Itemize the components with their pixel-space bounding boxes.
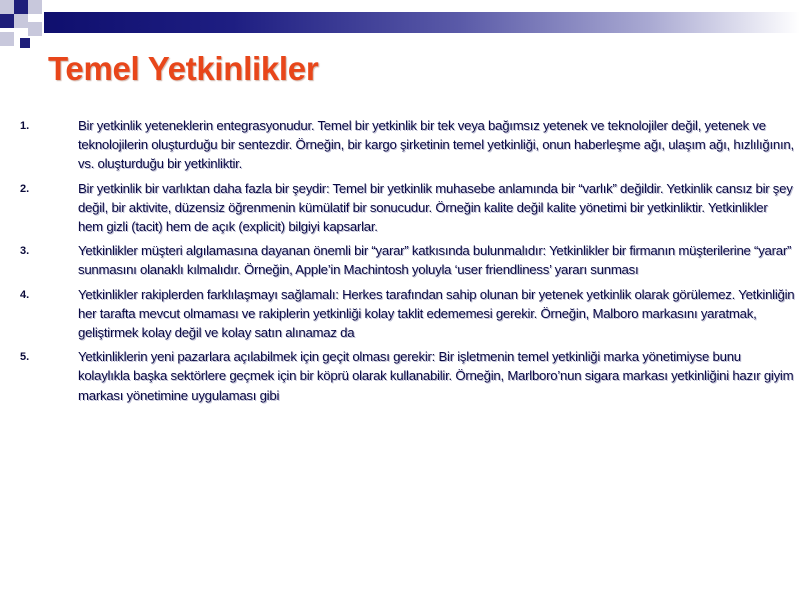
list-number: 5. (20, 351, 30, 364)
corner-square (14, 14, 28, 28)
corner-square (20, 38, 30, 48)
list-number: 2. (20, 182, 30, 195)
list-number: 4. (20, 288, 30, 301)
corner-square (0, 0, 14, 14)
list-text: Yetkinlikler rakiplerden farklılaşmayı sağlamalı: Herkes tarafından sahip olunan bir yetenek yetkinlik olarak görülemez. Yetkinliğin her tarafta mevcut olmaması ve rakiplerin yetkinliği kolay taklit edememesi gerekir. Örneğin, Malboro markasını yaratmak, geliştirmek kolay değil ve kolay satın alınamaz da (78, 286, 795, 341)
list-item (20, 347, 795, 405)
list-number: 1. (20, 120, 30, 132)
slide-title: Temel Yetkinlikler (48, 50, 319, 87)
list-text: Yetkinliklerin yeni pazarlara açılabilmek için geçit olması gerekir: Bir işletmenin temel yetkinliği marka yönetimiyse bunu kolaylıkla başka sektörlere geçmek için bir köprü olarak kullanabilir. Örneğin, Marlboro’nun sigara markası yetkinliğini hazır giyim markası yönetimine uygulaması gibi (78, 349, 794, 403)
list-number: 3. (20, 245, 30, 258)
list-item (20, 179, 795, 237)
header-gradient-bar (44, 12, 800, 33)
competency-list (20, 116, 795, 410)
corner-square (0, 32, 14, 46)
list-text: Bir yetkinlik yeteneklerin entegrasyonudur. Temel bir yetkinlik bir tek veya bağımsız yetenek ve teknolojiler değil, yetenek ve teknolojilerin oluşturduğu bir sentezdir. Örneğin, bir kargo şirketinin temel yetkinliği, onun haberleşme ağı, ulaşım ağı, hızlılığının, vs. oluşturduğu bir yetkinliktir. (78, 118, 794, 172)
corner-square (28, 22, 42, 36)
corner-square (14, 0, 28, 14)
list-item (20, 116, 795, 174)
list-text: Bir yetkinlik bir varlıktan daha fazla bir şeydir: Temel bir yetkinlik muhasebe anlamında bir “varlık” değildir. Yetkinlik cansız bir şey değil, bir aktivite, düzensiz öğrenmenin kümülatif bir sonucudur. Örneğin kalite değil kalite yönetimi bir yetkinliktir. Yetkinlikler hem gizli (tacit) hem de açık (explicit) bilgiyi kapsarlar. (78, 180, 793, 235)
corner-square (28, 0, 42, 14)
list-item (20, 241, 795, 279)
corner-square (0, 14, 14, 28)
list-item (20, 285, 795, 343)
list-text: Yetkinlikler müşteri algılamasına dayanan önemli bir “yarar” katkısında bulunmalıdır: Yetkinlikler bir firmanın müşterilerine “yarar” sunmasını olanaklı kılmalıdır. Örneğin, Apple’in Machintosh yoluyla ‘user friendliness’ yararı sunması (78, 243, 792, 278)
